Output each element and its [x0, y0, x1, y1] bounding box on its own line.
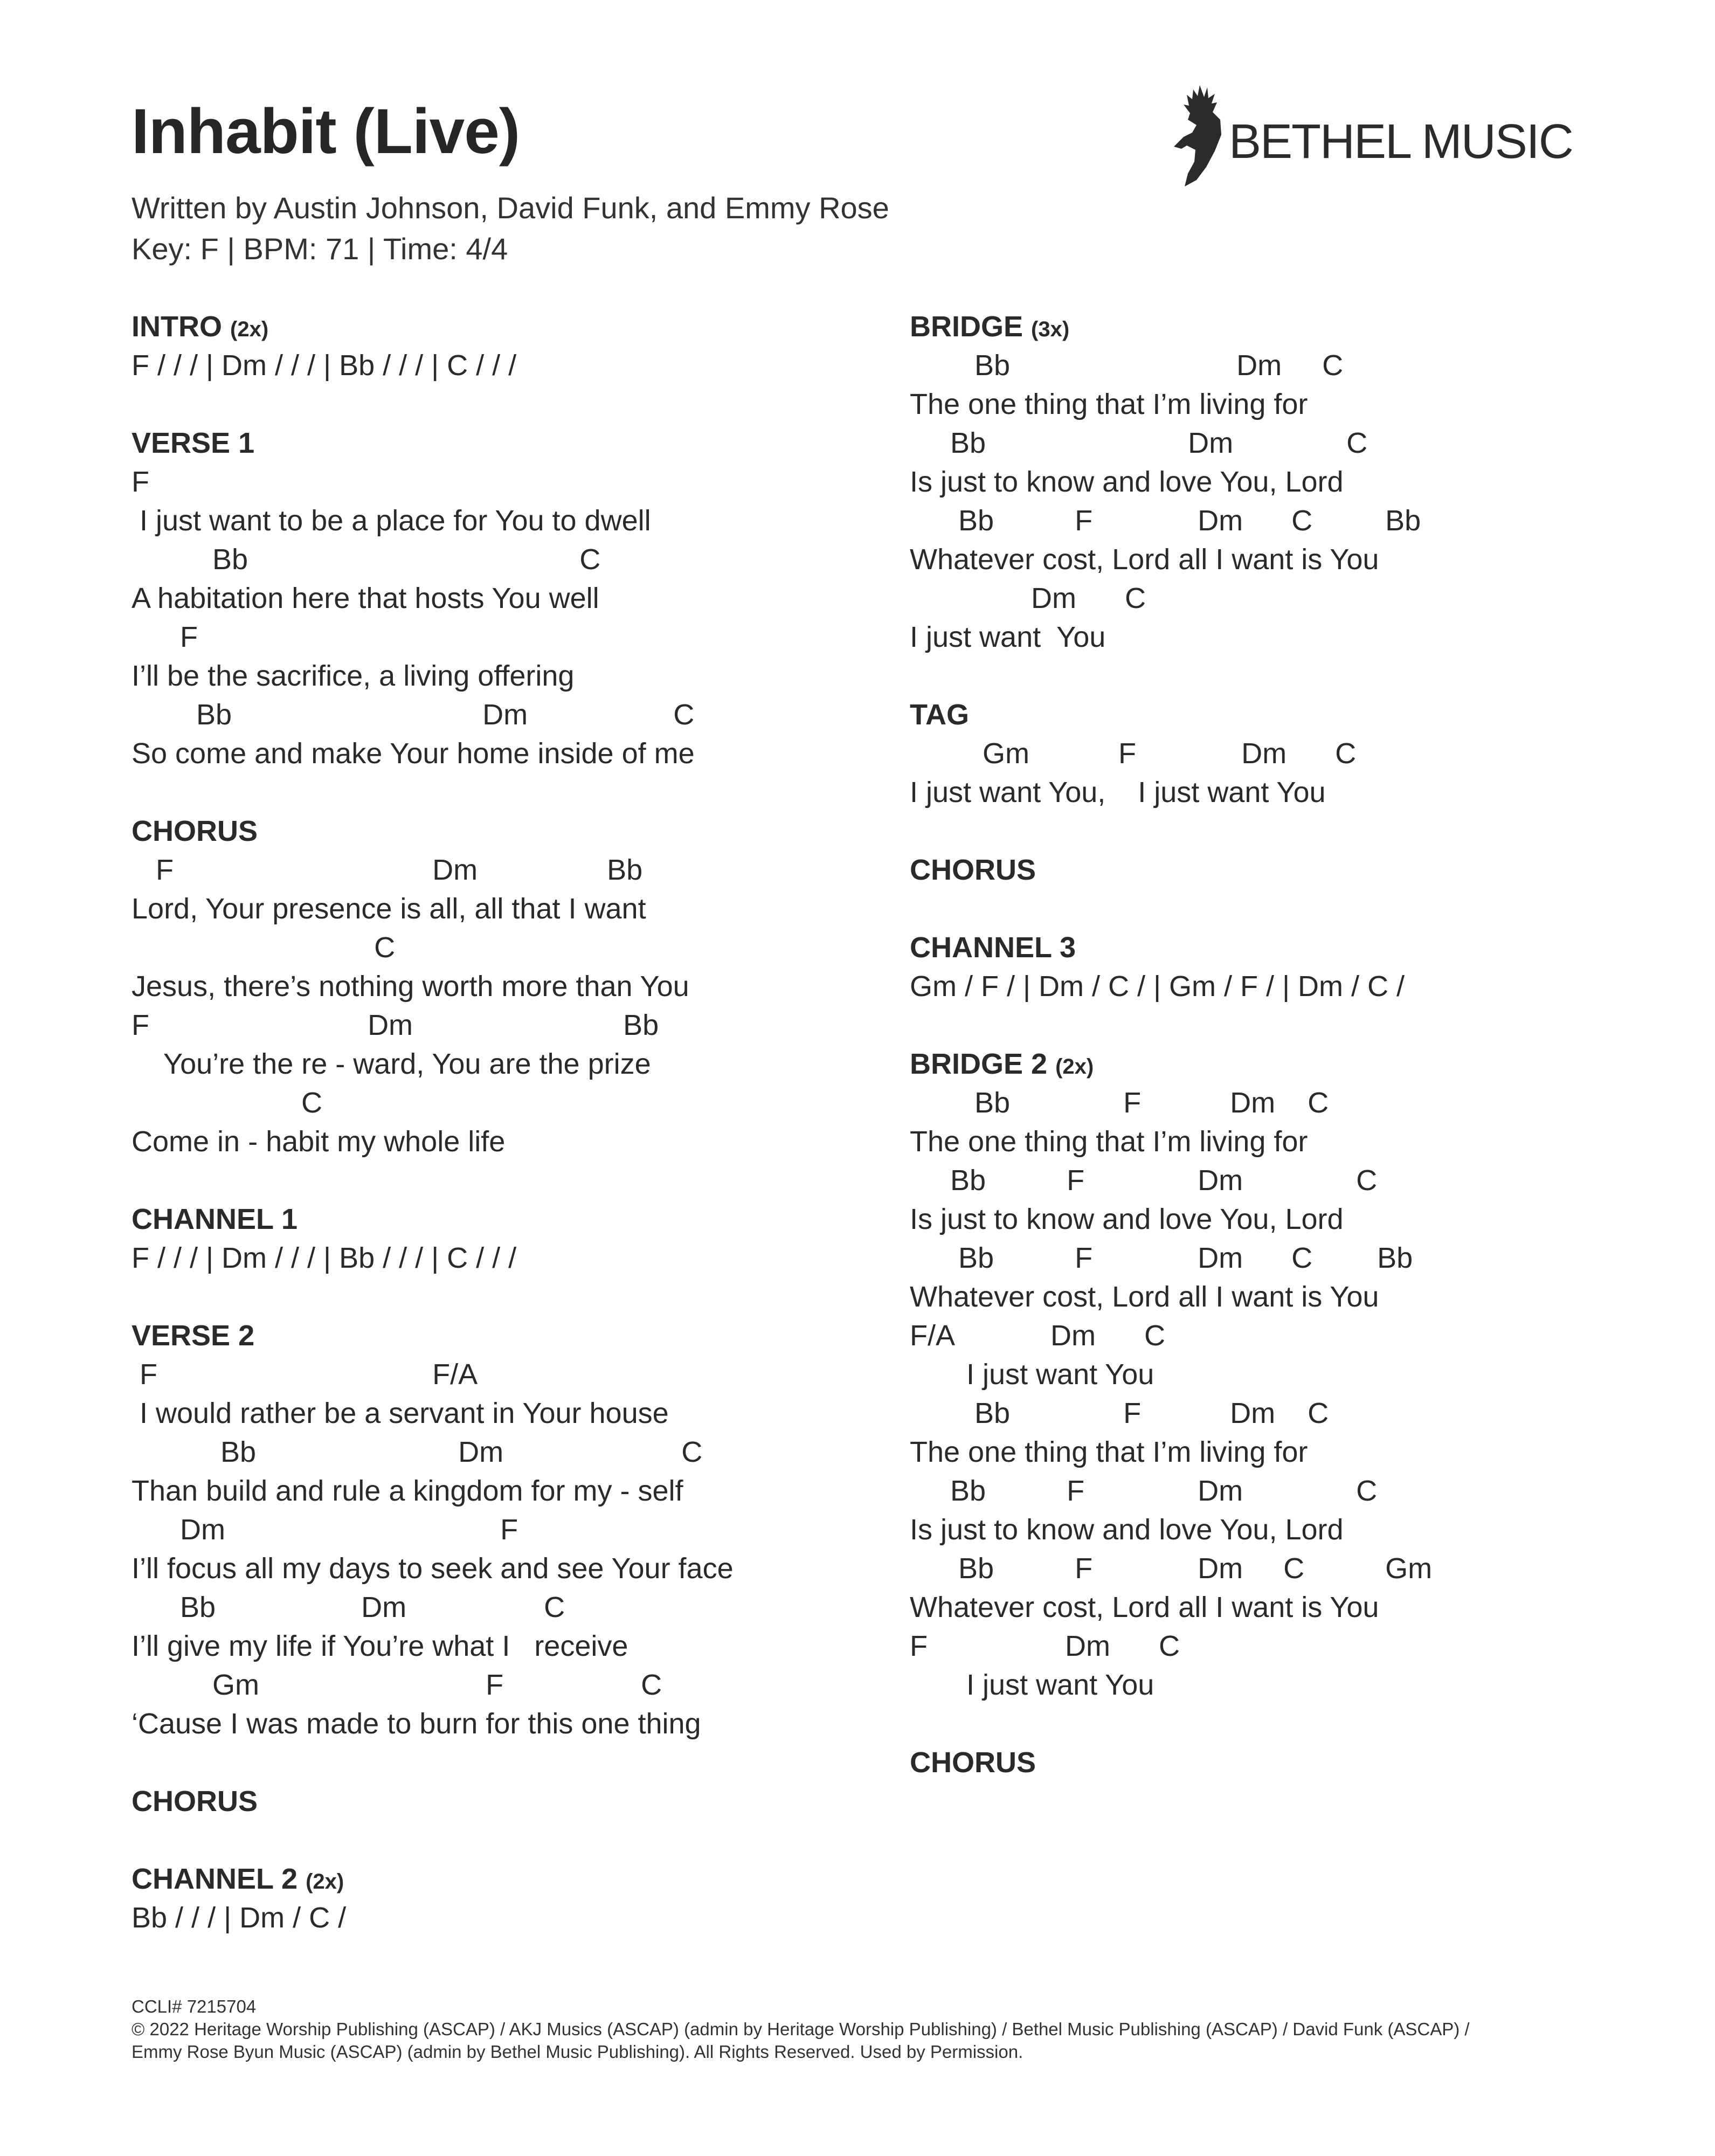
section-repeat-count: (2x) [1055, 1055, 1094, 1079]
song-line: F [132, 621, 198, 653]
song-line: Bb Dm C [910, 349, 1344, 382]
section-channel-1 [132, 1200, 832, 1277]
song-line: Bb / / / | Dm / C / [132, 1902, 347, 1934]
section-repeat-count: (2x) [306, 1870, 344, 1894]
logo-text: BETHEL MUSIC [1229, 115, 1573, 169]
song-line: F Dm Bb [132, 854, 643, 886]
song-line: Bb Dm C [132, 1591, 565, 1623]
section-chorus [910, 1743, 1610, 1782]
song-line: I just want You [910, 1358, 1154, 1391]
song-line: Bb F Dm C [910, 1087, 1329, 1119]
section-channel-2 [132, 1860, 832, 1937]
song-line: F/A Dm C [910, 1319, 1166, 1352]
section-heading [132, 1860, 832, 1898]
song-line: Dm C [910, 582, 1146, 614]
section-heading [910, 307, 1610, 346]
section-name: BRIDGE 2 [910, 1048, 1048, 1080]
song-line: F F/A [132, 1358, 478, 1391]
section-chorus [910, 851, 1610, 889]
ccli-number: CCLI# 7215704 [132, 1996, 257, 2016]
song-line: Lord, Your presence is all, all that I want [132, 893, 646, 925]
song-line: I’ll give my life if You’re what I receive [132, 1630, 628, 1662]
section-repeat-count: (3x) [1031, 317, 1070, 341]
song-line: Whatever cost, Lord all I want is You [910, 1281, 1379, 1313]
section-heading [132, 1782, 832, 1821]
section-repeat-count: (2x) [230, 317, 269, 341]
section-heading [910, 1743, 1610, 1782]
song-line: F / / / | Dm / / / | Bb / / / | C / / / [132, 1242, 517, 1274]
song-line: Than build and rule a kingdom for my - self [132, 1475, 683, 1507]
section-verse-2 [132, 1316, 832, 1743]
song-line: I would rather be a servant in Your house [132, 1397, 669, 1429]
copyright-line-2: Emmy Rose Byun Music (ASCAP) (admin by Bethel Music Publishing). All Rights Reserved. Used by Permission. [132, 2042, 1024, 2062]
song-line: Whatever cost, Lord all I want is You [910, 1591, 1379, 1623]
section-name: CHANNEL 3 [910, 931, 1076, 964]
song-line: Come in - habit my whole life [132, 1125, 506, 1158]
song-line: I’ll be the sacrifice, a living offering [132, 660, 575, 692]
song-line: Dm F [132, 1514, 518, 1546]
song-line: I just want You [910, 1669, 1154, 1701]
song-line: I just want You [910, 621, 1106, 653]
song-line: Bb C [132, 543, 601, 576]
song-title: Inhabit (Live) [132, 96, 520, 167]
song-line: C [132, 931, 396, 964]
song-line: The one thing that I’m living for [910, 1125, 1308, 1158]
section-chorus [132, 1782, 832, 1821]
song-line: Bb Dm C [910, 427, 1368, 459]
section-heading [132, 1200, 832, 1239]
right-column [910, 307, 1610, 1821]
section-name: CHORUS [910, 1746, 1036, 1779]
song-line: C [132, 1087, 323, 1119]
song-line: Is just to know and love You, Lord [910, 1203, 1344, 1235]
song-line: You’re the re - ward, You are the prize [132, 1048, 651, 1080]
song-line: I just want You, I just want You [910, 776, 1326, 808]
song-line: Bb F Dm C Gm [910, 1552, 1433, 1585]
section-heading [910, 695, 1610, 734]
song-line: Gm / F / | Dm / C / | Gm / F / | Dm / C / [910, 970, 1405, 1003]
song-line: The one thing that I’m living for [910, 388, 1308, 420]
song-line: Jesus, there’s nothing worth more than You [132, 970, 689, 1003]
song-line: F [132, 466, 149, 498]
song-line: Is just to know and love You, Lord [910, 466, 1344, 498]
song-line: Bb F Dm C [910, 1164, 1378, 1197]
song-line: Bb F Dm C Bb [910, 505, 1421, 537]
section-name: CHANNEL 1 [132, 1203, 298, 1235]
song-line: I’ll focus all my days to seek and see Your face [132, 1552, 734, 1585]
section-heading [132, 307, 832, 346]
section-heading [132, 1316, 832, 1355]
section-heading [910, 928, 1610, 967]
section-name: VERSE 1 [132, 427, 255, 459]
song-line: So come and make Your home inside of me [132, 737, 695, 770]
song-line: Is just to know and love You, Lord [910, 1514, 1344, 1546]
section-tag [910, 695, 1610, 812]
song-line: F Dm Bb [132, 1009, 659, 1041]
copyright-line-1: © 2022 Heritage Worship Publishing (ASCAP) / AKJ Musics (ASCAP) (admin by Heritage Worship Publishing) / Bethel Music Publishing (ASCAP) / David Funk (ASCAP) / [132, 2019, 1470, 2039]
section-heading [910, 851, 1610, 889]
song-line: F / / / | Dm / / / | Bb / / / | C / / / [132, 349, 517, 382]
section-heading [132, 424, 832, 462]
song-line: Gm F Dm C [910, 737, 1357, 770]
left-column [132, 307, 832, 1976]
deer-head-icon [1168, 81, 1228, 189]
section-name: BRIDGE [910, 310, 1024, 343]
section-name: CHANNEL 2 [132, 1863, 298, 1895]
song-line: Bb F Dm C Bb [910, 1242, 1413, 1274]
song-line: A habitation here that hosts You well [132, 582, 599, 614]
song-writers: Written by Austin Johnson, David Funk, and Emmy Rose [132, 191, 889, 225]
section-name: VERSE 2 [132, 1319, 255, 1352]
section-verse-1 [132, 424, 832, 773]
song-line: Bb Dm C [132, 1436, 703, 1468]
song-line: F Dm C [910, 1630, 1180, 1662]
section-name: TAG [910, 699, 969, 731]
bethel-music-logo [1168, 81, 1578, 189]
section-channel-3 [910, 928, 1610, 1006]
section-name: CHORUS [132, 1785, 258, 1818]
section-heading [132, 812, 832, 851]
song-line: Bb F Dm C [910, 1397, 1329, 1429]
song-line: I just want to be a place for You to dwell [132, 505, 651, 537]
section-name: INTRO [132, 310, 222, 343]
song-line: The one thing that I’m living for [910, 1436, 1308, 1468]
song-key-bpm-time: Key: F | BPM: 71 | Time: 4/4 [132, 232, 508, 266]
section-name: CHORUS [910, 854, 1036, 886]
section-heading [910, 1045, 1610, 1083]
song-line: Gm F C [132, 1669, 662, 1701]
section-name: CHORUS [132, 815, 258, 847]
song-line: Bb Dm C [132, 699, 695, 731]
section-intro [132, 307, 832, 385]
section-chorus [132, 812, 832, 1161]
song-line: Whatever cost, Lord all I want is You [910, 543, 1379, 576]
section-bridge-2 [910, 1045, 1610, 1704]
footer [132, 1995, 1630, 2063]
song-line: Bb F Dm C [910, 1475, 1378, 1507]
section-bridge [910, 307, 1610, 657]
song-line: ‘Cause I was made to burn for this one thing [132, 1708, 701, 1740]
